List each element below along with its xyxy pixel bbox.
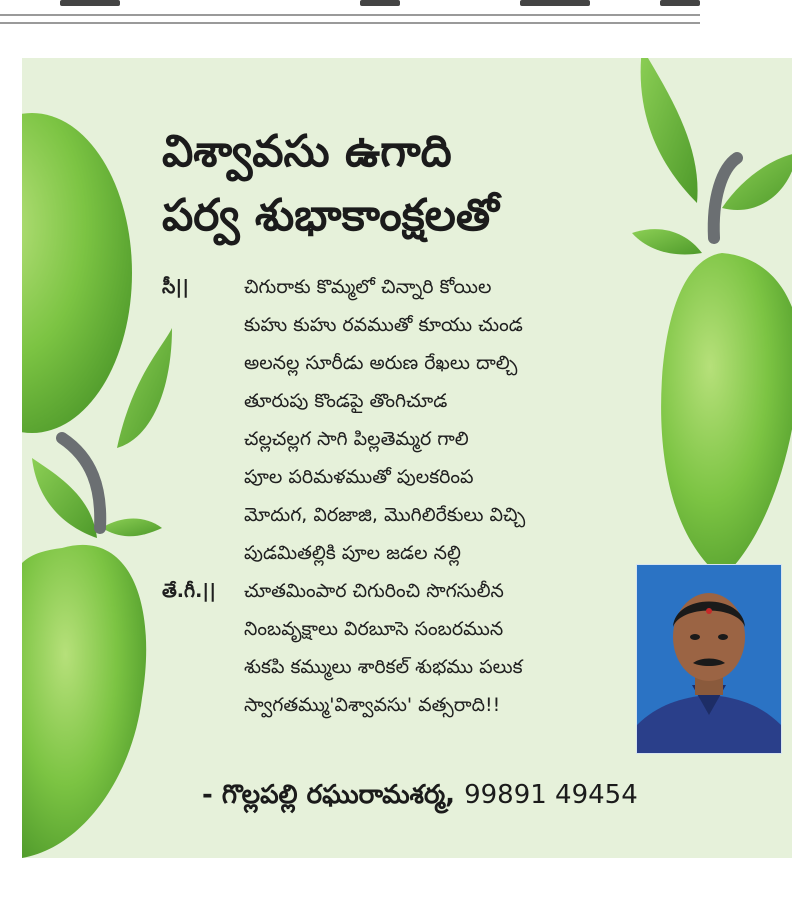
title-line-1: విశ్వావసు ఉగాది bbox=[162, 126, 452, 177]
top-text-fragment bbox=[360, 0, 400, 6]
poem-line: స్వాగతమ్ము'విశ్వావసు' వత్సరాది!! bbox=[244, 694, 501, 716]
mango-icon bbox=[22, 113, 132, 433]
author-name: - గొల్లపల్లి రఘురామశర్మ, bbox=[202, 780, 456, 810]
leaf-icon bbox=[632, 229, 702, 254]
author-signature bbox=[202, 780, 638, 816]
top-rule-2 bbox=[0, 22, 700, 24]
top-text-fragment bbox=[520, 0, 590, 6]
author-phone: 99891 49454 bbox=[464, 780, 638, 810]
verse-tetagiti bbox=[162, 572, 642, 724]
poem-line: అలనల్ల సూరీడు అరుణ రేఖలు దాల్చి bbox=[244, 352, 518, 374]
leaf-icon bbox=[102, 519, 162, 537]
top-text-fragment bbox=[60, 0, 120, 6]
poem-line: చిగురాకు కొమ్మలో చిన్నారి కోయిల bbox=[244, 276, 492, 298]
title-line-2: పర్వ శుభాకాంక్షలతో bbox=[162, 190, 499, 241]
verse-label: తే.గీ.|| bbox=[162, 580, 217, 602]
portrait-icon bbox=[637, 565, 781, 753]
greeting-card bbox=[22, 58, 792, 858]
poem-line: తూరుపు కొండపై తొంగిచూడ bbox=[244, 390, 448, 412]
poem-line: చూతమింపార చిగురించి సొగసులీన bbox=[244, 580, 504, 602]
mango-icon bbox=[22, 545, 146, 858]
author-photo bbox=[636, 564, 782, 754]
verse-seesa bbox=[162, 268, 642, 572]
poem-line: శుకపి కమ్ములు శారికల్ శుభము పలుక bbox=[244, 656, 523, 678]
page-title bbox=[162, 120, 499, 248]
poem-line: పూల పరిమళముతో పులకరింప bbox=[244, 466, 474, 488]
top-text-fragment bbox=[660, 0, 700, 6]
poem-line: పుడమితల్లికి పూల జడల నల్లి bbox=[244, 542, 461, 564]
poem-line: నింబవృక్షాలు విరబూసె సంబరమున bbox=[244, 618, 504, 640]
poem-line: మోదుగ, విరజాజి, మొగిలిరేకులు విచ్చి bbox=[244, 504, 526, 526]
leaf-icon bbox=[641, 58, 698, 203]
poem-line: కుహు కుహు రవముతో కూయు చుండ bbox=[244, 314, 523, 336]
top-rule-1 bbox=[0, 14, 700, 16]
poem-line: చల్లచల్లగ సాగి పిల్లతెమ్మర గాలి bbox=[244, 428, 469, 450]
verse-label: సీ|| bbox=[162, 276, 190, 298]
poem bbox=[162, 268, 642, 724]
mango-icon bbox=[661, 253, 792, 578]
